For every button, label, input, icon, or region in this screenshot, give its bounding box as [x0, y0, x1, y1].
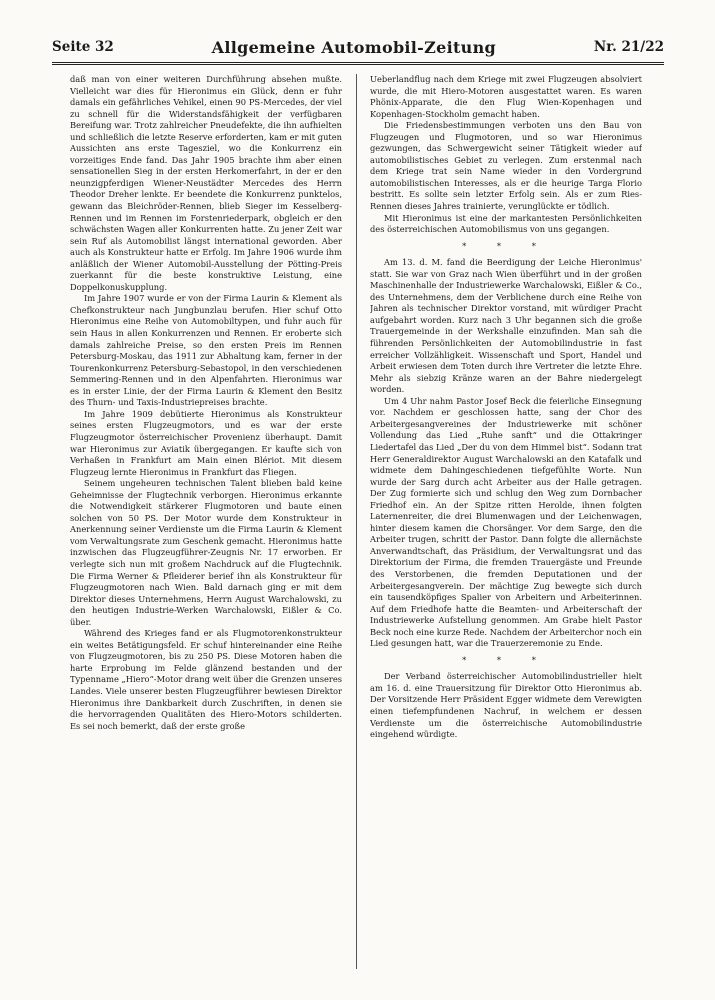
paragraph: Während des Krieges fand er als Flugmotorenkonstrukteur ein weites Betätigungsfeld. Er schuf hintereinander eine Reihe von Flugzeugmotoren, bis zu 250 PS. Diese Motoren haben die harte Erprobung im Felde glänzend bestanden und der Typenname „Hiero“-Motor drang weit über die Grenzen unseres Landes. Viele unserer besten Flugzeugführer bewiesen Direktor Hieronimus ihre Dankbarkeit durch Zuschriften, in denen sie die hervorragenden Qualitäten des Hiero-Motors schilderten. Es sei noch bemerkt, daß der erste große: [70, 628, 342, 731]
column-divider: [356, 74, 357, 969]
page-number: Seite 32: [52, 39, 114, 55]
journal-title: Allgemeine Automobil-Zeitung: [211, 37, 497, 57]
paragraph: daß man von einer weiteren Durchführung absehen mußte. Vielleicht war dies für Hieronimus ein Glück, denn er fuhr damals ein gefährliches Vehikel, einen 90 PS-Mercedes, der viel zu schnell für die Widerstandsfähigkeit der verfügbaren Bereifung war. Trotz zahlreicher Pneudefekte, die ihn aufhielten und schließlich die letzte Reserve erforderten, kam er mit guten Aussichten ans erste Tagesziel, wo die Konkurrenz ein vorzeitiges Ende fand. Das Jahr 1905 brachte ihm aber einen sensationellen Sieg in der ersten Herkomerfahrt, in der er den neunzigpferdigen Wiener-Neustädter Mercedes des Herrn Theodor Dreher lenkte. Er beendete die Konkurrenz punktelos, gewann das Bleichröder-Rennen, blieb Sieger im Kesselberg-Rennen und im Rennen im Forstenriederpark, obgleich er den schwächsten Wagen aller Konkurrenten hatte. Zu jener Zeit war sein Ruf als Automobilist längst international geworden. Aber auch als Konstrukteur hatte er Erfolg. Im Jahre 1906 wurde ihm anläßlich der Wiener Automobil-Ausstellung der Pötting-Preis zuerkannt für die beste konstruktive Leistung, eine Doppelkonuskupplung.: [70, 74, 342, 292]
section-separator: * * *: [462, 654, 550, 665]
paragraph: Um 4 Uhr nahm Pastor Josef Beck die feierliche Einsegnung vor. Nachdem er geschlossen hatte, sang der Chor des Arbeitergesangvereines der Industriewerke mit schöner Vollendung das Lied „Ruhe sanft“ und die Ottakringer Liedertafel das Lied „Der du von dem Himmel bist“. Sodann trat Herr Generaldirektor August Warchalowski an den Katafalk und widmete dem Dahingeschiedenen tiefgefühlte Worte. Nun wurde der Sarg durch acht Arbeiter aus der Halle getragen. Der Zug formierte sich und schlug den Weg zum Dornbacher Friedhof ein. An der Spitze ritten Herolde, ihnen folgten Laternenreiter, die drei Blumenwagen und der Leichenwagen, hinter diesem kamen die Chorsänger. Vor dem Sarge, den die Arbeiter trugen, schritt der Pastor. Dann folgte die allernächste Anverwandtschaft, das Präsidium, der Verwaltungsrat und das Direktorium der Firma, die fremden Trauergäste und Freunde des Verstorbenen, die fremden Deputationen und der Arbeitergesangverein. Der mächtige Zug bewegte sich durch ein tausendköpfiges Spalier von Arbeitern und Arbeiterinnen. Auf dem Friedhofe hatte die Beamten- und Arbeiterschaft der Industriewerke Aufstellung genommen. Am Grabe hielt Pastor Beck noch eine kurze Rede. Nachdem der Arbeiterchor noch ein Lied gesungen hatt, war die Trauerzeremonie zu Ende.: [370, 395, 642, 649]
paragraph: Mit Hieronimus ist eine der markantesten Persönlichkeiten des österreichischen Automobilismus von uns gegangen.: [370, 212, 642, 235]
issue-number: Nr. 21/22: [593, 39, 664, 55]
paragraph: Ueberlandflug nach dem Kriege mit zwei Flugzeugen absolviert wurde, die mit Hiero-Motoren ausgestattet waren. Es waren Phönix-Apparate, die den Flug Wien-Kopenhagen und Kopenhagen-Stockholm gemacht haben.: [370, 74, 642, 119]
right-column: [370, 74, 642, 974]
paragraph: Im Jahre 1907 wurde er von der Firma Laurin & Klement als Chefkonstrukteur nach Jungbunzlau berufen. Hier schuf Otto Hieronimus eine Reihe von Automobiltypen, und fuhr auch für sein Haus in allen Konkurrenzen und Rennen. Er eroberte sich damals zahlreiche Preise, so den ersten Preis im Rennen Petersburg-Moskau, das 1911 zur Abhaltung kam, ferner in der Tourenkonkurrenz Petersburg-Sebastopol, in den verschiedenen Semmering-Rennen und in den Alpenfahrten. Hieronimus war es in erster Linie, der der Firma Laurin & Klement den Besitz des Thurn- und Taxis-Industriepreises brachte.: [70, 293, 342, 408]
paragraph: Am 13. d. M. fand die Beerdigung der Leiche Hieronimus' statt. Sie war von Graz nach Wien überführt und in der großen Maschinenhalle der Industriewerke Warchalowski, Eißler & Co., des Unternehmens, dem der Verblichene durch eine Reihe von Jahren als technischer Direktor vorstand, mit würdiger Pracht aufgebahrt worden. Kurz nach 3 Uhr begannen sich die große Trauergemeinde in der Werkshalle einzufinden. Man sah die führenden Persönlichkeiten der Automobilindustrie in fast erreicher Vollzähligkeit. Wissenschaft und Sport, Handel und Arbeit erwiesen dem Toten durch ihre Vertreter die letzte Ehre. Mehr als siebzig Kränze waren an der Bahre niedergelegt worden.: [370, 257, 642, 395]
paragraph: Die Friedensbestimmungen verboten uns den Bau von Flugzeugen und Flugmotoren, und so war Hieronimus gezwungen, das Schwergewicht seiner Tätigkeit wieder auf automobilistisches Gebiet zu verlegen. Zum erstenmal nach dem Kriege trat sein Name wieder in den Vordergrund automobilistischen Interesses, als er die heurige Targa Florio bestritt. Es sollte sein letzter Erfolg sein. Als er zum Ries-Rennen dieses Jahres trainierte, verunglückte er tödlich.: [370, 120, 642, 212]
page-header: [52, 32, 664, 65]
left-column: [70, 74, 342, 974]
paragraph: Seinem ungeheuren technischen Talent blieben bald keine Geheimnisse der Flugtechnik verborgen. Hieronimus erkannte die Notwendigkeit stärkerer Flugmotoren und baute einen solchen von 50 PS. Der Motor wurde dem Konstrukteur in Anerkennung seiner Verdienste um die Firma Laurin & Klement vom Verwaltungsrate zum Geschenk gemacht. Hieronimus hatte inzwischen das Flugzeugführer-Zeugnis Nr. 17 erworben. Er verlegte sich nun mit großem Nachdruck auf die Flugtechnik. Die Firma Werner & Pfleiderer berief ihn als Konstrukteur für Flugzeugmotoren nach Wien. Bald darnach ging er mit dem Direktor dieses Unternehmens, Herrn August Warchalowski, zu den heutigen Industrie-Werken Warchalowski, Eißler & Co. über.: [70, 478, 342, 627]
paragraph: Der Verband österreichischer Automobilindustrieller hielt am 16. d. eine Trauersitzung für Direktor Otto Hieronimus ab. Der Vorsitzende Herr Präsident Egger widmete dem Verewigten einen tiefempfundenen Nachruf, in welchem er dessen Verdienste um die österreichische Automobilindustrie eingehend würdigte.: [370, 671, 642, 740]
paragraph: Im Jahre 1909 debütierte Hieronimus als Konstrukteur seines ersten Flugzeugmotors, und es war der erste Flugzeugmotor österreichischer Provenienz überhaupt. Damit war Hieronimus zur Aviatik übergegangen. Er kaufte sich von Verhaßen in Frankfurt am Main einen Blériot. Mit diesem Flugzeug lernte Hieronimus in Frankfurt das Fliegen.: [70, 408, 342, 477]
section-separator: * * *: [462, 240, 550, 251]
